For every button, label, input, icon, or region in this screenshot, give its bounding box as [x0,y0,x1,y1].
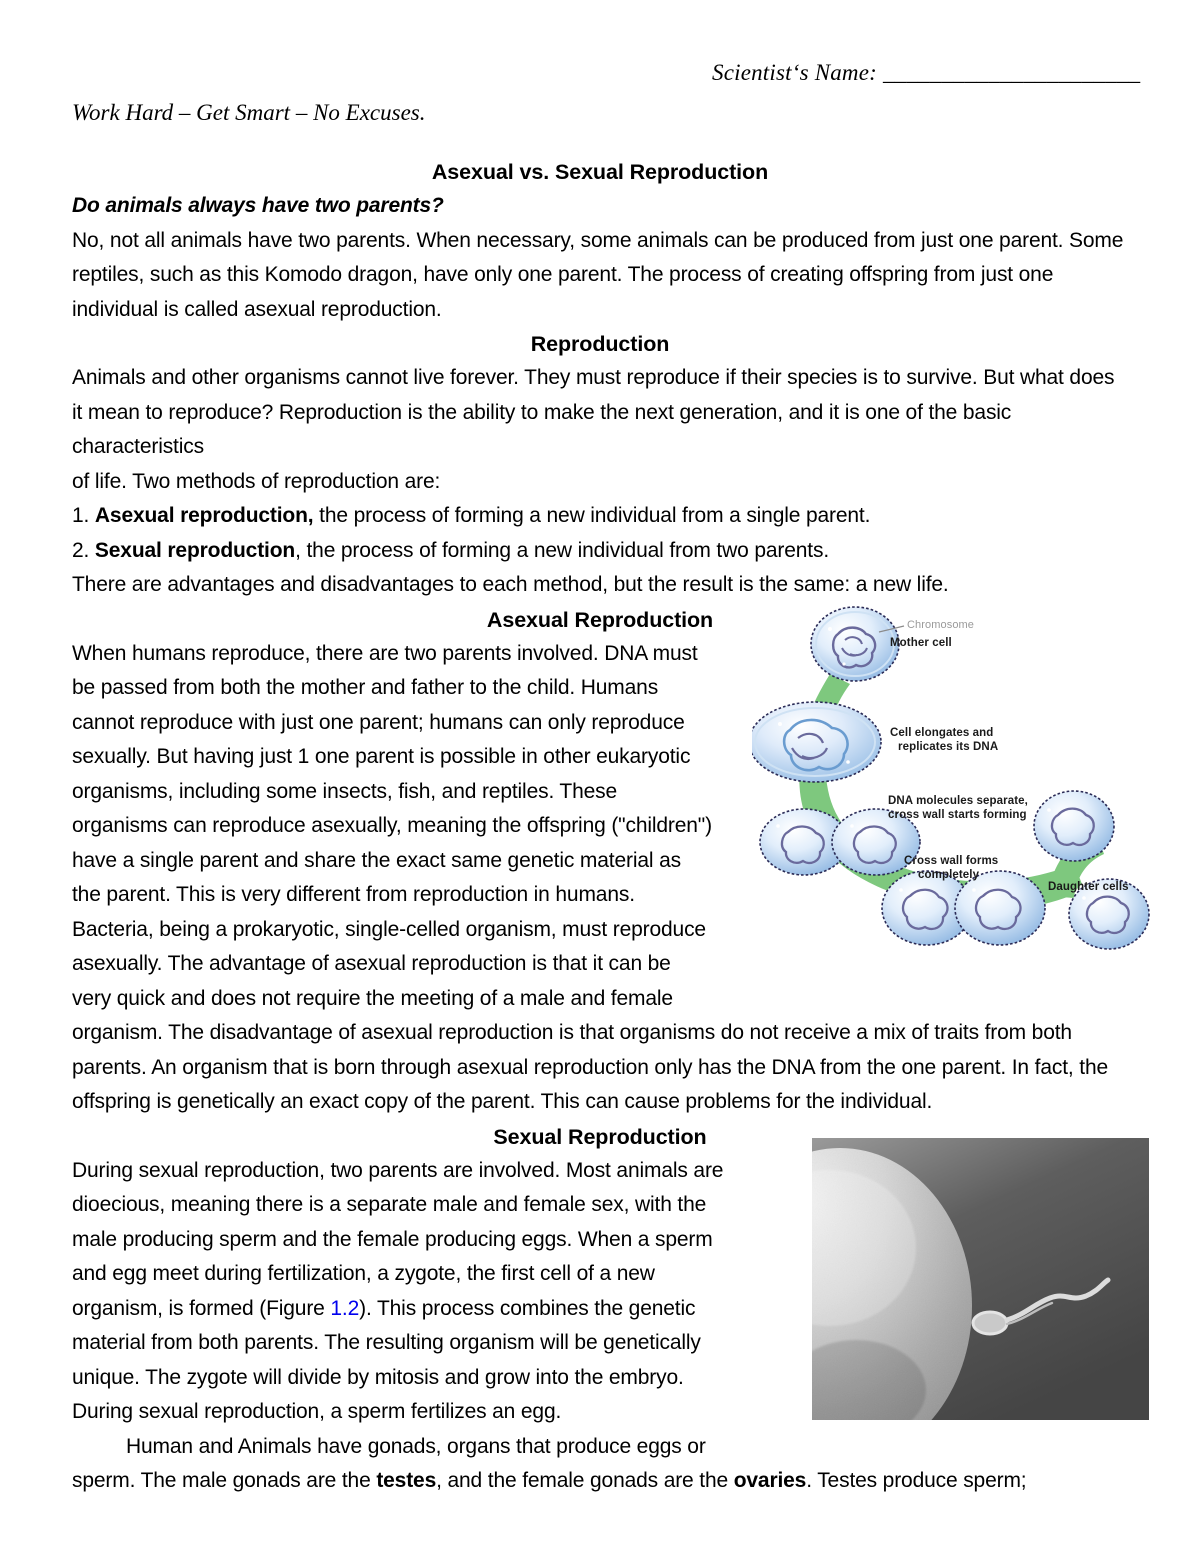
list-item-asexual-text: the process of forming a new individual from a single parent. [313,504,871,527]
gonads-paragraph-part2: , and the female gonads are the [436,1469,734,1492]
list-item-asexual-number: 1. [72,504,90,527]
photo-float-spacer [753,1158,1128,1458]
cell-elongates-label-line2: replicates its DNA [898,741,999,753]
cross-wall-label-line1: Cross wall forms [904,855,999,867]
list-item-sexual-text: , the process of forming a new individual from two parents. [295,538,830,562]
reproduction-paragraph-2: of life. Two methods of reproduction are: [72,469,441,493]
asexual-text-wrap [72,637,1128,1120]
asexual-paragraph: When humans reproduce, there are two parents involved. DNA must be passed from both the mother and father to the child. Humans cannot reproduce with just one parent; humans can only reproduce sexually. But having just 1 one parent is possible in other eukaryotic organisms, including some insects, fish, and reptiles. These organisms can reproduce asexually, meaning the offspring ("children") have a single parent and share the exact same genetic material as the parent. This is very different from reproduction in humans. Bacteria, being a prokaryotic, single-celled organism, must reproduce asexually. The advantage of asexual reproduction is that it can be very quick and does not require the meeting of a male and female organism. The disadvantage of asexual reproduction is that organisms do not receive a mix of traits from both parents. An organism that is born through asexual reproduction only has the DNA from the one parent. In fact, the offspring is genetically an exact copy of the parent. This can cause problems for the individual. [72,641,1109,1113]
intro-paragraph: No, not all animals have two parents. When necessary, some animals can be produced from just one parent. Some reptiles, such as this Komodo dragon, have only one parent. The process of creating offspring from just one individual is called asexual reproduction. [72,228,1124,321]
reproduction-heading: Reproduction [530,332,670,356]
scientist-name-field-label[interactable]: Scientist‘s Name: ______________________ [712,60,1141,85]
list-item-sexual-term: Sexual reproduction [94,538,296,562]
list-item-asexual-term: Asexual reproduction, [94,504,314,527]
gonads-paragraph-part3: . Testes produce sperm; [806,1469,1027,1492]
sexual-paragraph-part2: ). This process combines the genetic material from both parents. The resulting organism will be genetically unique. The zygote will divide by mitosis and grow into the embryo. [72,1296,701,1389]
reproduction-paragraph-1: Animals and other organisms cannot live forever. They must reproduce if their species is to survive. But what does it mean to reproduce? Reproduction is the ability to make the next generation, and it is one of the basic characteristics [72,366,1115,458]
chromosome-label: Chromosome [907,619,975,631]
page-title: Asexual vs. Sexual Reproduction [431,160,769,184]
diagram-float-spacer [728,637,1128,1012]
page-header [72,60,1141,140]
document-body [72,155,1128,1499]
list-item-asexual [72,499,1128,534]
cell-elongates-label-line1: Cell elongates and [890,727,994,739]
sexual-paragraph-part1: During sexual reproduction, two parents are involved. Most animals are dioecious, meaning there is a separate male and female sex, with the male producing sperm and the female producing eggs. When a sperm and egg meet during fertilization, a zygote, the first cell of a new organism, is formed (Figure [72,1158,724,1320]
list-item-sexual-number: 2. [72,538,90,562]
gonads-term-ovaries: ovaries [733,1469,807,1492]
daughter-cells-label: Daughter cells [1048,881,1129,893]
figure-reference-link[interactable]: 1.2 [330,1296,360,1320]
asexual-reproduction-heading: Asexual Reproduction [486,607,714,632]
mother-cell-label: Mother cell [890,637,952,649]
gonads-term-testes: testes [376,1469,437,1492]
dna-separate-label-line1: DNA molecules separate, [888,795,1028,807]
question-heading-paragraph [72,189,1128,224]
reproduction-paragraph-3: There are advantages and disadvantages to each method, but the result is the same: a new life. [72,573,949,596]
question-heading: Do animals always have two parents? [72,194,444,217]
classroom-motto: Work Hard – Get Smart – No Excuses. [72,100,426,125]
list-item-sexual [72,534,1128,569]
sexual-caption-line: During sexual reproduction, a sperm fertilizes an egg. [72,1400,562,1423]
sexual-text-wrap [72,1154,1128,1499]
sexual-reproduction-heading: Sexual Reproduction [493,1124,707,1149]
dna-separate-label-line2: cross wall starts forming [888,809,1027,821]
gonads-paragraph-part1: Human and Animals have gonads, organs that produce eggs or sperm. The male gonads are the [72,1434,706,1492]
cross-wall-label-line2: completely [918,869,980,881]
